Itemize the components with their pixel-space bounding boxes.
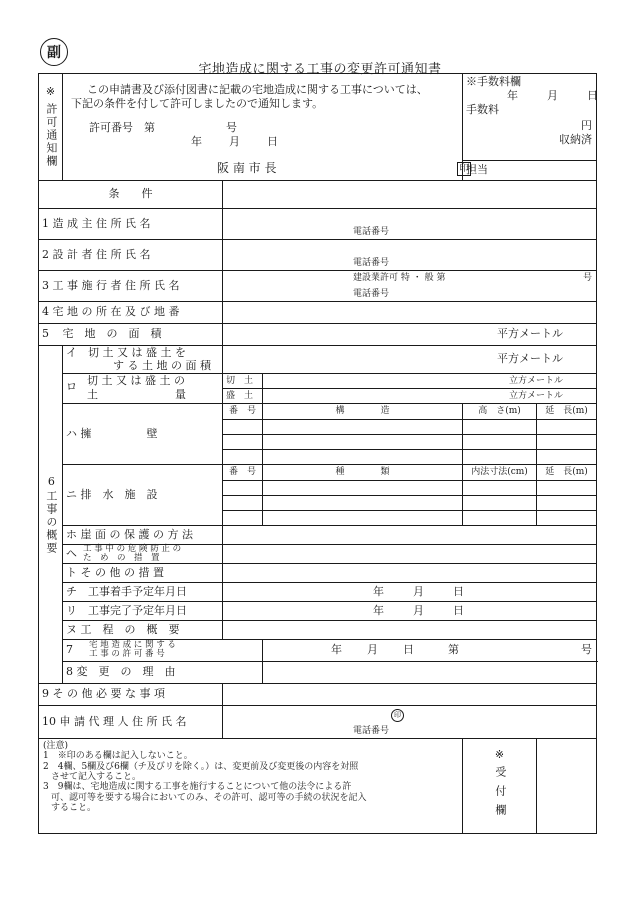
notice-body-cell [63, 74, 469, 181]
cut-label: 切 土 [223, 374, 263, 389]
fee-day: 日 [587, 89, 599, 102]
contractor-license: 建設業許可 特 ・ 般 第 [353, 273, 446, 283]
fee-paid: 収納済 [559, 133, 593, 146]
note-2b: させて記入すること。 [51, 772, 142, 783]
earth-volume-label [63, 374, 223, 404]
schedule-value [223, 621, 597, 640]
start-date-day: 日 [453, 585, 464, 598]
fee-cell [463, 74, 597, 181]
fill-label: 盛 土 [223, 389, 263, 404]
fee-staff: 担当 [466, 163, 489, 176]
wall-header-length: 延 長(m) [537, 404, 597, 420]
contractor-phone: 電話番号 [353, 288, 390, 299]
start-date-label: チ 工事着手予定年月日 [63, 583, 223, 602]
wall-header-height: 高 さ(m) [463, 404, 537, 420]
hazard-prevention-line2: た め の 措 置 [83, 553, 160, 563]
cut-unit: 立方メートル [509, 375, 564, 386]
receipt-label-cell [463, 739, 537, 834]
contractor-value [223, 271, 597, 302]
note-2a: 2 4欄、5欄及び6欄（チ及びリを除く。）は、変更前及び変更後の内容を対照 [43, 761, 359, 772]
designer-label: 2 設 計 者 住 所 氏 名 [39, 240, 223, 271]
receipt-value [537, 739, 597, 834]
contractor-label: 3 工 事 施 行 者 住 所 氏 名 [39, 271, 223, 302]
fee-yen: 円 [581, 119, 593, 132]
notice-body-line2: 下記の条件を付して許可しましたので通知します。 [71, 97, 324, 110]
form-table [38, 73, 597, 834]
prior-permit-number: 7 [66, 643, 73, 656]
fee-year: 年 [507, 89, 519, 102]
earthwork-area-line2: す る 土 地 の 面 積 [113, 359, 211, 372]
start-date-month: 月 [413, 585, 424, 598]
notice-mark: ※ [45, 85, 56, 99]
prior-permit-line2: 工 事 の 許 可 番 号 [89, 649, 165, 659]
prior-permit-dai: 第 [448, 643, 459, 656]
prior-permit-line1: 宅 地 造 成 に 関 す る [89, 640, 176, 650]
start-date-year: 年 [373, 585, 384, 598]
form-title: 宅地造成に関する工事の変更許可通知書 [198, 62, 442, 77]
overview-label: 6工事の概要 [44, 474, 58, 555]
end-date-value [223, 602, 597, 621]
note-3b: 可、認可等を要する場合においてのみ、その許可、認可等の手続の状況を記入 [51, 792, 367, 803]
prior-permit-value [263, 640, 597, 662]
slope-protection-label: ホ 崖 面 の 保 護 の 方 法 [63, 526, 223, 545]
notes-title: (注意) [43, 741, 69, 751]
note-3a: 3 9欄は、宅地造成に関する工事を施行することについて他の法令による許 [43, 782, 352, 793]
duplicate-stamp: 副 [40, 38, 68, 66]
slope-protection-value [223, 526, 597, 545]
notice-body-line1: この申請書及び添付図書に記載の宅地造成に関する工事については、 [87, 83, 428, 96]
earth-volume-line2: 土 量 [87, 388, 186, 401]
drainage-label: ニ 排 水 施 設 [63, 465, 223, 526]
other-matters-value [223, 684, 597, 706]
schedule-label: ヌ 工 程 の 概 要 [63, 621, 223, 640]
prior-permit-month: 月 [367, 643, 378, 656]
wall-header-no: 番 号 [223, 404, 263, 420]
end-date-year: 年 [373, 604, 384, 617]
cut-value [263, 374, 597, 389]
notice-label: 許可通知欄 [44, 102, 58, 168]
drain-header-inner: 内法寸法(cm) [463, 465, 537, 481]
earth-volume-line1: 切 土 又 は 盛 土 の [87, 374, 185, 387]
notice-date-year: 年 [191, 135, 202, 148]
mayor-seal: 印 [457, 162, 471, 176]
permit-number-suffix: 号 [226, 121, 237, 134]
applicant-phone: 電話番号 [353, 226, 390, 237]
notice-date-day: 日 [267, 135, 278, 148]
notes-cell [39, 739, 463, 834]
notice-label-cell [39, 74, 63, 181]
drain-header-length: 延 長(m) [537, 465, 597, 481]
land-area-label [39, 324, 223, 346]
overview-label-cell [39, 346, 63, 684]
other-measures-value [223, 564, 597, 583]
change-reason-value [263, 662, 597, 684]
mayor-name: 阪 南 市 長 [217, 161, 277, 175]
land-area-text: 宅 地 の 面 積 [62, 327, 162, 341]
end-date-label: リ 工事完了予定年月日 [63, 602, 223, 621]
fee-label: 手数料 [466, 103, 500, 116]
drain-header-no: 番 号 [223, 465, 263, 481]
land-area-unit: 平方メートル [497, 327, 564, 341]
change-reason-label: 8 変 更 の 理 由 [63, 662, 263, 684]
agent-value [223, 706, 597, 739]
designer-value [223, 240, 597, 271]
contractor-license-suffix: 号 [583, 273, 593, 283]
applicant-value [223, 209, 597, 240]
start-date-value [223, 583, 597, 602]
note-1: 1 ※印のある欄は記入しないこと。 [43, 751, 193, 762]
other-measures-label: ト そ の 他 の 措 置 [63, 564, 223, 583]
land-area-value [223, 324, 597, 346]
prior-permit-year: 年 [331, 643, 342, 656]
end-date-month: 月 [413, 604, 424, 617]
conditions-header: 条 件 [39, 181, 223, 209]
retaining-wall-label: ハ 擁 壁 [63, 404, 223, 465]
earthwork-area-unit: 平方メートル [497, 352, 564, 366]
land-area-number: 5 [42, 327, 49, 341]
drain-header-kind: 種 類 [263, 465, 463, 481]
end-date-day: 日 [453, 604, 464, 617]
designer-phone: 電話番号 [353, 257, 390, 268]
receipt-label: 受付欄 [493, 765, 507, 823]
fill-value [263, 389, 597, 404]
hazard-prevention-value [223, 545, 597, 564]
agent-phone: 電話番号 [353, 725, 390, 736]
fee-month: 月 [547, 89, 559, 102]
agent-label: 10 申 請 代 理 人 住 所 氏 名 [39, 706, 223, 739]
hazard-prevention-label [63, 545, 223, 564]
permit-number-prefix: 許可番号 第 [89, 121, 155, 134]
applicant-label: 1 造 成 主 住 所 氏 名 [39, 209, 223, 240]
notice-date-month: 月 [229, 135, 240, 148]
earthwork-area-line1: イ 切 土 又 は 盛 土 を [66, 346, 186, 359]
location-value [223, 302, 597, 324]
prior-permit-go: 号 [581, 643, 592, 656]
wall-header-structure: 構 造 [263, 404, 463, 420]
earthwork-area-label [63, 346, 223, 374]
receipt-mark: ※ [494, 748, 505, 762]
fill-unit: 立方メートル [509, 390, 564, 401]
conditions-value [223, 181, 597, 209]
agent-seal: 印 [391, 709, 404, 722]
fee-title: ※手数料欄 [466, 75, 522, 88]
location-label: 4 宅 地 の 所 在 及 び 地 番 [39, 302, 223, 324]
note-3c: すること。 [51, 803, 97, 814]
hazard-prevention-line1: 工 事 中 の 危 険 防 止 の [83, 544, 182, 554]
earth-volume-mark: ロ [66, 380, 77, 393]
prior-permit-day: 日 [403, 643, 414, 656]
hazard-prevention-mark: ヘ [66, 547, 77, 560]
earthwork-area-value [223, 346, 597, 374]
other-matters-label: 9 そ の 他 必 要 な 事 項 [39, 684, 223, 706]
prior-permit-label [63, 640, 263, 662]
